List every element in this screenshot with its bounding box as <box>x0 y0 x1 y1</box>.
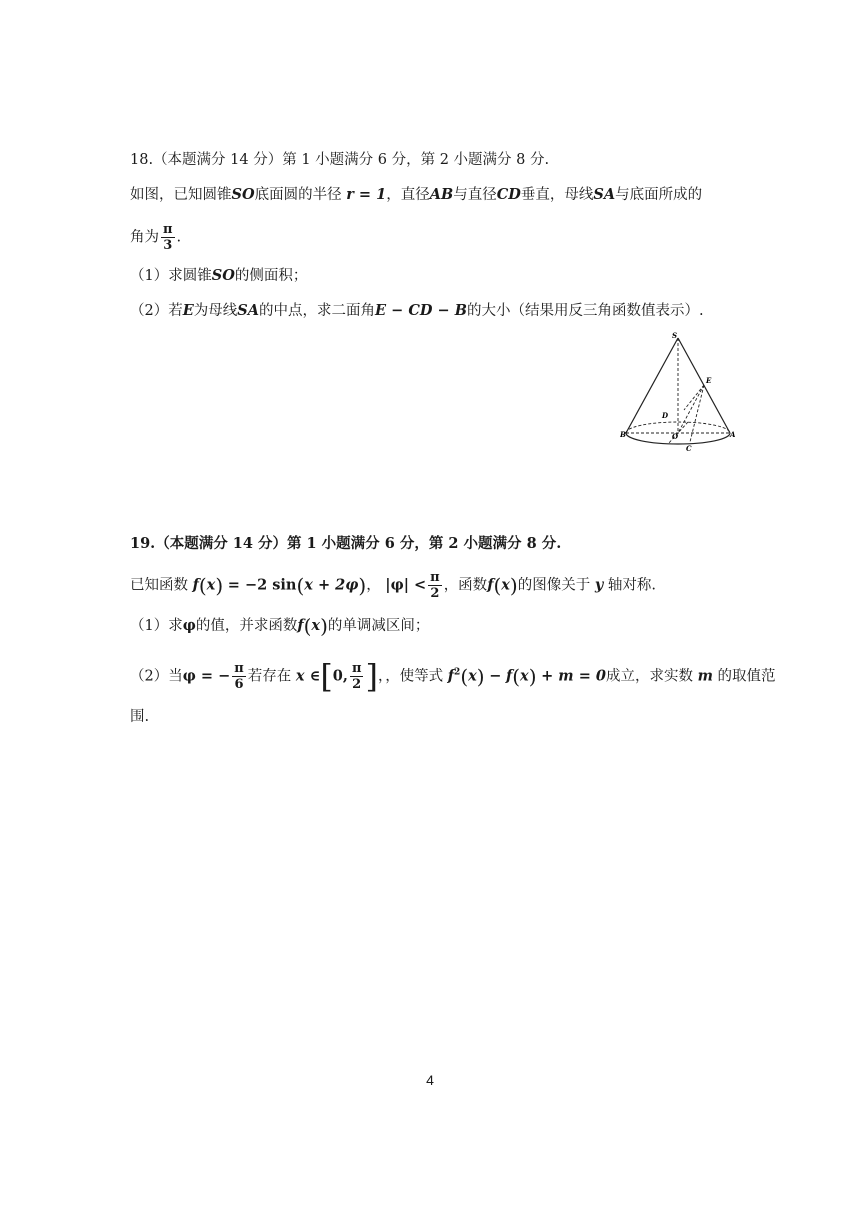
q18-stem-line1: 如图，已知圆锥SO底面圆的半径 r = 1，直径AB与直径CD垂直，母线SA与底面所成的 <box>130 186 703 203</box>
cone-figure <box>620 330 735 455</box>
pi-over-2-fraction: $\frac{\pi}{2}$ <box>430 570 440 601</box>
q18-stem-line2: 角为 $\frac{\pi}{3}$ . <box>130 222 182 253</box>
q19-part2: （2）当φ = − $\frac{\pi}{6}$ 若存在 x ∈[0, $\frac{\pi}{2}$ ]，，使等式 $f^2(x) - f(x) + m = 0$成立，求实数 m 的取值范 <box>130 657 776 696</box>
label-S: S <box>672 331 678 340</box>
q18-part2: （2）若E为母线SA的中点，求二面角E − CD − B的大小（结果用反三角函数值表示）. <box>130 302 704 319</box>
q19-header: 19.（本题满分 14 分）第 1 小题满分 6 分，第 2 小题满分 8 分. <box>130 535 562 552</box>
q19-part2-cont: 围. <box>130 709 150 725</box>
label-E: E <box>706 376 712 385</box>
label-C: C <box>686 444 692 453</box>
page-number: 4 <box>426 1072 434 1088</box>
label-O: O <box>672 432 679 441</box>
label-B: B <box>620 430 626 439</box>
label-A: A <box>730 430 735 439</box>
label-D: D <box>662 411 669 420</box>
pi-over-2-fraction-interval: $\frac{\pi}{2}$ <box>351 661 362 692</box>
q18-header: 18.（本题满分 14 分）第 1 小题满分 6 分，第 2 小题满分 8 分. <box>130 152 550 168</box>
q18-part1: （1）求圆锥SO的侧面积； <box>130 267 308 284</box>
pi-over-6-fraction: $\frac{\pi}{6}$ <box>234 661 244 692</box>
q19-part1: （1）求φ的值，并求函数f(x)的单调减区间； <box>130 614 430 638</box>
q19-stem: 已知函数 f(x) = −2 sin(x + 2φ)， |φ| < $\frac{\pi}{2}$ ，函数f(x)的图像关于 y 轴对称. <box>130 570 656 601</box>
pi-over-3-fraction: $\frac{\pi}{3}$ <box>163 222 173 253</box>
